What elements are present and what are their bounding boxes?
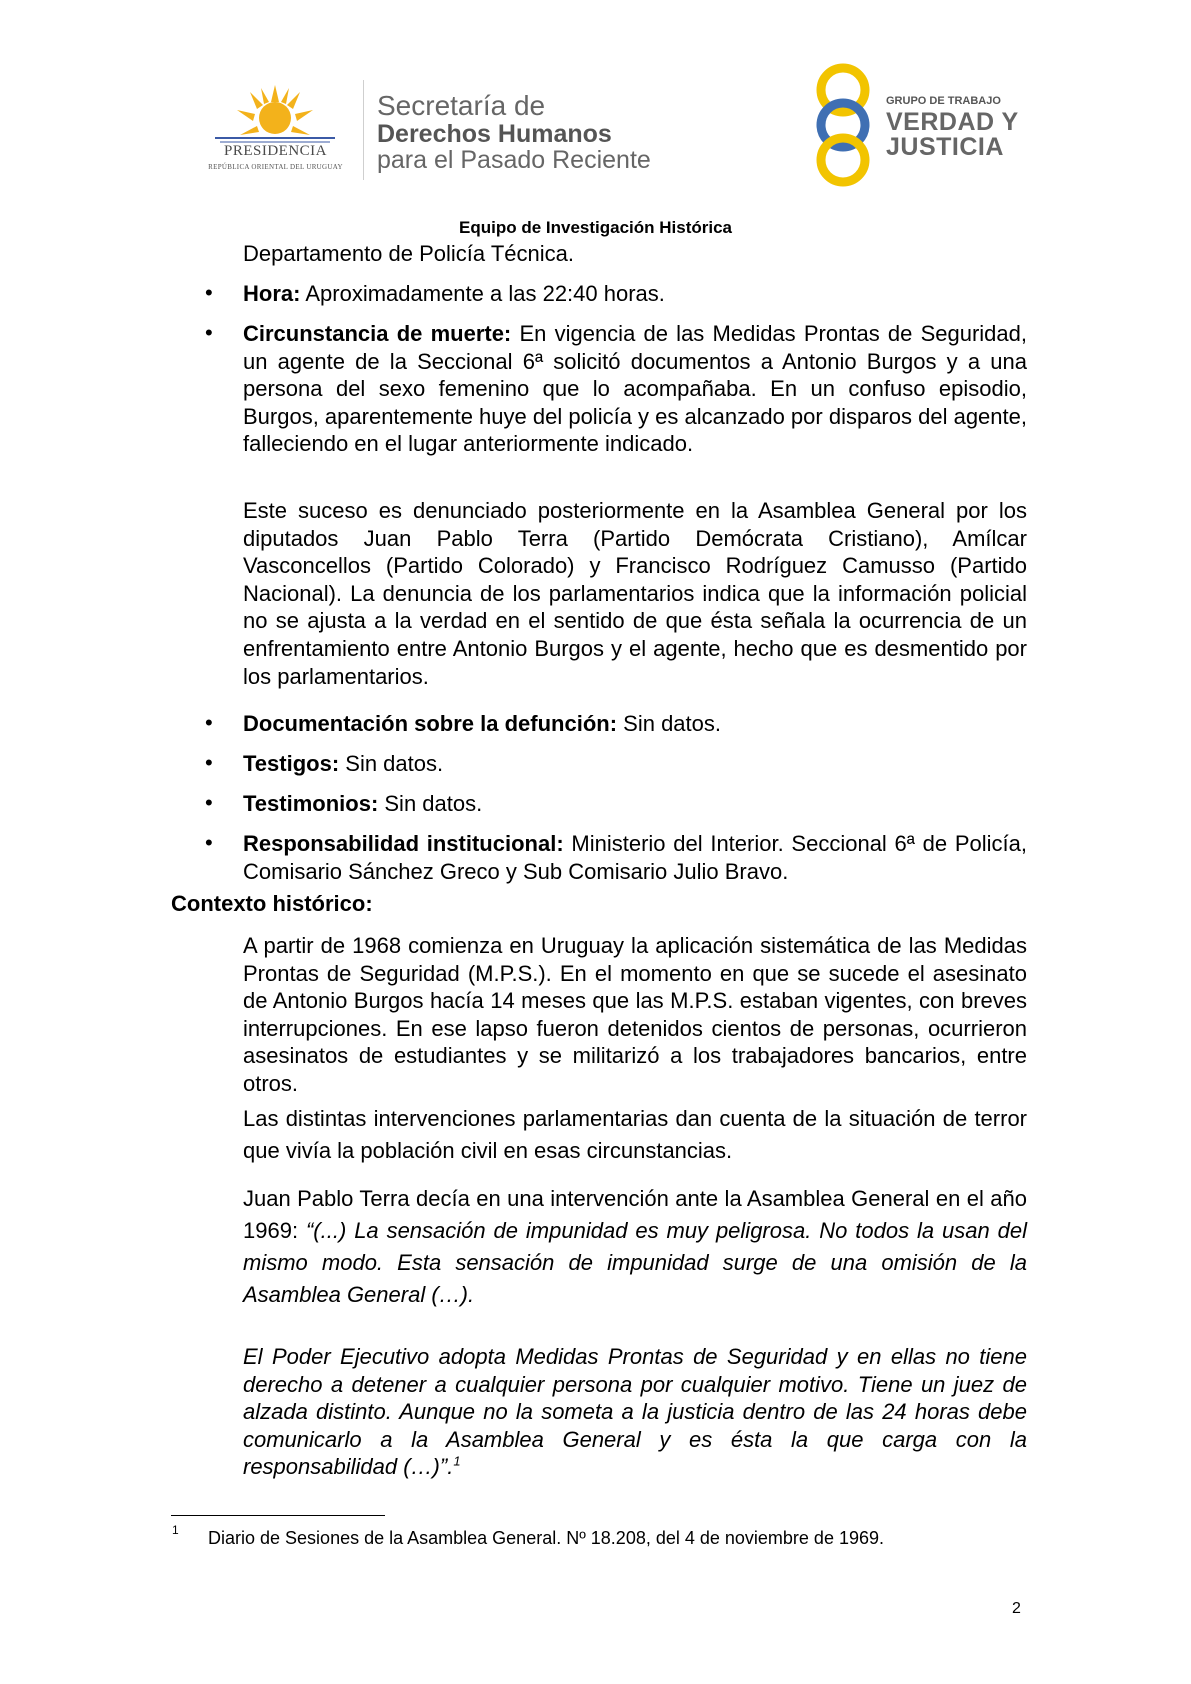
poder-quote-text: El Poder Ejecutivo adopta Medidas Prontas de Seguridad y en ellas no tiene derecho a detener a cualquier persona por cualquier motivo. Tiene un juez de alzada distinto. Aunque no la someta a la justicia dentro de las 24 horas debe comunicarlo a la Asamblea General y es ésta la que carga con la responsabilidad (…)”. [243, 1344, 1027, 1480]
bullet-responsabilidad: • [205, 830, 213, 855]
secretaria-title-line2: Derechos Humanos [377, 120, 612, 148]
bullet-testimonios: • [205, 790, 213, 815]
testigos-item [243, 750, 1027, 778]
footnote-text: Diario de Sesiones de la Asamblea General. Nº 18.208, del 4 de noviembre de 1969. [208, 1528, 885, 1548]
grupo-trabajo-label: GRUPO DE TRABAJO [886, 95, 1001, 107]
footnote-number: 1 [172, 1523, 179, 1537]
bullet-documentacion: • [205, 710, 213, 735]
terra-quote: “(...) La sensación de impunidad es muy peligrosa. No todos la usan del mismo modo. Esta sensación de impunidad surge de una omisión de la Asamblea General (…). [243, 1218, 1028, 1307]
circunstancia-text: En vigencia de las Medidas Prontas de Seguridad, un agente de la Seccional 6ª solicitó documentos a Antonio Burgos y a una persona del sexo femenino que lo acompañaba. En un confuso episodio, Burgos, aparentemente huye del policía y es alcanzado por disparos del agente, falleciendo en el lugar anteriormente indicado. [243, 321, 1027, 457]
equipo-heading: Equipo de Investigación Histórica [459, 218, 732, 237]
verdad-label: VERDAD Y [886, 108, 1019, 136]
contexto-heading: Contexto histórico: [171, 891, 373, 916]
presidencia-label: PRESIDENCIA [223, 143, 327, 159]
terra-paragraph [243, 1183, 1027, 1311]
footnote-separator [171, 1515, 385, 1516]
page-number: 2 [1012, 1600, 1021, 1617]
testigos-label: Testigos: [243, 751, 340, 776]
testigos-value: Sin datos. [339, 751, 444, 776]
hora-label: Hora: [243, 281, 301, 306]
responsabilidad-value: Ministerio del Interior. Seccional 6ª de Policía, Comisario Sánchez Greco y Sub Comisario Julio Bravo. [243, 831, 1027, 884]
testimonios-label: Testimonios: [243, 791, 379, 816]
circunstancia-label: Circunstancia de muerte: [243, 321, 512, 346]
testimonios-value: Sin datos. [378, 791, 483, 816]
continuation-text: Departamento de Policía Técnica. [243, 241, 574, 266]
bullet-testigos: • [205, 750, 213, 775]
bullet-hora: • [205, 280, 213, 305]
hora-value: Aproximadamente a las 22:40 horas. [300, 281, 665, 306]
header-divider [363, 80, 364, 180]
secretaria-title-line3: para el Pasado Reciente [377, 146, 651, 174]
responsabilidad-label: Responsabilidad institucional: [243, 831, 564, 856]
justicia-label: JUSTICIA [886, 133, 1004, 161]
secretaria-title-line1: Secretaría de [377, 90, 546, 121]
bullet-circunstancia: • [205, 320, 213, 345]
documentacion-value: Sin datos. [617, 711, 721, 736]
suceso-paragraph: Este suceso es denunciado posteriormente en la Asamblea General por los diputados Juan Pablo Terra (Partido Demócrata Cristiano), Amílcar Vasconcellos (Partido Colorado) y Francisco Rodríguez Camusso (Partido Nacional). La denuncia de los parlamentarios indica que la información policial no se ajusta a la verdad en el sentido de que ésta señala la ocurrencia de un enfrentamiento entre Antonio Burgos y el agente, hecho que es desmentido por los parlamentarios. [243, 498, 1027, 689]
terra-intro: Juan Pablo Terra decía en una intervención ante la Asamblea General en el año 1969: [243, 1186, 1027, 1243]
contexto-paragraph-2: Las distintas intervenciones parlamentarias dan cuenta de la situación de terror que vivía la población civil en esas circunstancias. [243, 1106, 1027, 1163]
republica-label: REPÚBLICA ORIENTAL DEL URUGUAY [208, 163, 343, 171]
footnote-reference[interactable]: 1 [453, 1454, 461, 1470]
responsabilidad-item [243, 830, 1027, 885]
hora-item [243, 280, 1027, 308]
testimonios-item [243, 790, 1027, 818]
documentacion-item [243, 710, 1027, 738]
circunstancia-item [243, 320, 1027, 458]
documentacion-label: Documentación sobre la defunción: [243, 711, 618, 736]
verdad-justicia-rings-logo [810, 60, 880, 190]
contexto-paragraph-1: A partir de 1968 comienza en Uruguay la aplicación sistemática de las Medidas Prontas de Seguridad (M.P.S.). En el momento en que se sucede el asesinato de Antonio Burgos hacía 14 meses que las M.P.S. estaban vigentes, con breves interrupciones. En ese lapso fueron detenidos cientos de personas, ocurrieron asesinatos de estudiantes y se militarizó a los trabajadores bancarios, entre otros. [243, 933, 1027, 1096]
poder-ejecutivo-quote [243, 1343, 1027, 1481]
